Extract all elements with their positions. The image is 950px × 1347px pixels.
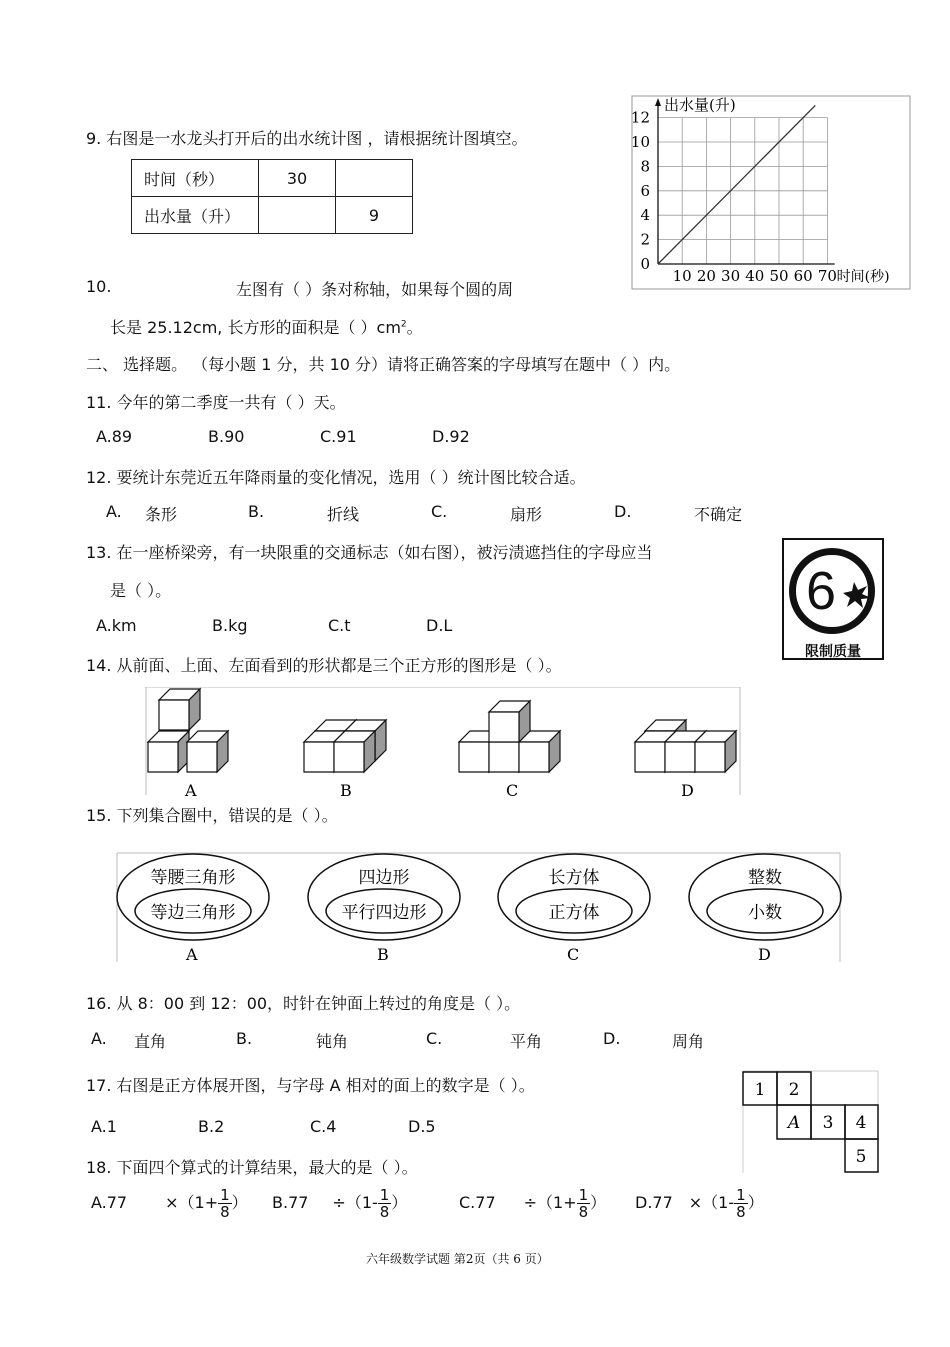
y-axis-arrow (655, 98, 661, 106)
x-tick-label: 70 (817, 267, 837, 285)
fraction (734, 1187, 748, 1220)
sign-caption: 限制质量 (805, 644, 861, 660)
y-axis-label: 出水量(升) (664, 96, 736, 114)
x-axis-label: 时间(秒) (836, 269, 890, 285)
option: C.91 (320, 427, 357, 446)
set-outer-label: 等腰三角形 (150, 868, 236, 888)
chart-frame (632, 96, 910, 289)
table-cell: 时间（秒） (132, 160, 259, 197)
x-tick-label: 20 (696, 267, 716, 285)
set-diagram-b (308, 854, 460, 964)
figure-label-a: A (185, 781, 197, 797)
cube-front-face (635, 742, 665, 772)
option-letter: A. (91, 1029, 107, 1048)
set-outer-label: 四边形 (358, 868, 410, 888)
cube-figure-c (459, 701, 560, 772)
set-outer-label: 长方体 (548, 868, 600, 888)
x-tick-label: 30 (721, 267, 741, 285)
cube-front-face (187, 742, 217, 772)
set-letter: D (758, 945, 771, 964)
option: 扇形 (510, 505, 543, 524)
net-face: 1 (754, 1080, 766, 1100)
water-chart (630, 94, 912, 292)
q10-text-line1: 左图有（ ）条对称轴，如果每个圆的周 (236, 280, 514, 299)
cube-front-face (665, 742, 695, 772)
y-tick-label: 2 (640, 230, 650, 249)
set-diagram-a (117, 854, 269, 964)
set-outer-label: 整数 (748, 868, 782, 888)
x-tick-label: 40 (745, 267, 765, 285)
q17-text: 17. 右图是正方体展开图，与字母 A 相对的面上的数字是（ ）。 (86, 1076, 535, 1095)
table-cell: 30 (259, 160, 336, 197)
table-row (132, 160, 413, 197)
net-face: 2 (788, 1080, 800, 1100)
option-letter: D. (603, 1029, 621, 1048)
q9-table (131, 159, 413, 234)
option-letter: B. (236, 1029, 253, 1048)
net-face: 5 (855, 1147, 867, 1167)
net-face: 4 (855, 1113, 867, 1133)
option: B.2 (198, 1117, 225, 1136)
set-inner-label: 平行四边形 (341, 903, 427, 923)
option: B.90 (208, 427, 245, 446)
option-close: ） (747, 1193, 764, 1212)
set-letter: C (567, 945, 580, 964)
option: D.L (426, 616, 453, 635)
q10-text-line2 (110, 315, 423, 338)
y-tick-label: 10 (630, 133, 650, 151)
option-letter: C. (431, 502, 448, 521)
option: A.1 (91, 1117, 117, 1136)
q15-text: 15. 下列集合圈中，错误的是（ ）。 (86, 806, 338, 825)
sign-number: 6 (806, 561, 837, 621)
fraction-denominator: 8 (736, 1203, 746, 1221)
cube-figure-a (148, 689, 228, 772)
option: 周角 (672, 1032, 705, 1051)
option: B.kg (212, 616, 248, 635)
q18-option-a (91, 1187, 248, 1220)
option: 条形 (145, 505, 178, 524)
option: 不确定 (694, 505, 743, 524)
cube-front-face (159, 700, 189, 730)
x-tick-label: 60 (793, 267, 813, 285)
cube-net (740, 1069, 880, 1175)
option: D.5 (408, 1117, 436, 1136)
cube-front-face (459, 742, 489, 772)
table-cell (259, 197, 336, 234)
fraction-denominator: 8 (220, 1203, 230, 1221)
q13-text-line1: 13. 在一座桥梁旁，有一块限重的交通标志（如右图），被污渍遮挡住的字母应当 (86, 543, 653, 562)
option: C.4 (310, 1117, 337, 1136)
option: 折线 (327, 505, 360, 524)
option-letter: C. (426, 1029, 443, 1048)
figure-label-b: B (340, 781, 352, 797)
q9-text: 9. 右图是一水龙头打开后的出水统计图 ，请根据统计图填空。 (86, 129, 528, 148)
q18-text: 18. 下面四个算式的计算结果，最大的是（ ）。 (86, 1158, 418, 1177)
cube-figure-b (304, 720, 386, 772)
q13-text-line2: 是（ ）。 (110, 581, 172, 600)
set-inner-label: 小数 (748, 903, 782, 923)
option: 直角 (134, 1032, 167, 1051)
option-letter: A. (106, 502, 122, 521)
cube-front-face (489, 742, 519, 772)
fraction-numerator: 1 (379, 1186, 390, 1204)
q10-text: 长是 25.12cm, 长方形的面积是（ ）cm (110, 318, 401, 337)
option-close: ） (590, 1193, 607, 1212)
y-tick-label: 0 (640, 255, 650, 273)
cube-front-face (334, 742, 364, 772)
cube-front-face (148, 742, 178, 772)
option: 钝角 (316, 1032, 349, 1051)
q10-number: 10. (86, 277, 112, 296)
set-diagram-c (498, 854, 650, 964)
option-letter: B. (248, 502, 265, 521)
page-footer: 六年级数学试题 第2页（共 6 页） (366, 1252, 549, 1266)
option-label: B.77 (272, 1193, 309, 1212)
q18-option-c (459, 1187, 606, 1220)
cube-figures (145, 687, 745, 797)
q12-text: 12. 要统计东莞近五年降雨量的变化情况，选用（ ）统计图比较合适。 (86, 468, 586, 487)
section-heading: 二、 选择题。 （每小题 1 分，共 10 分）请将正确答案的字母填写在题中（ ）内。 (86, 355, 681, 374)
cube-front-face (519, 742, 549, 772)
set-diagram-d (689, 854, 841, 964)
q10-sup: 2 (400, 319, 407, 330)
fraction-denominator: 8 (578, 1203, 589, 1221)
option: D.92 (432, 427, 470, 446)
y-tick-label: 12 (630, 108, 650, 127)
option: A.89 (96, 427, 133, 446)
option-operator: ×（1- (688, 1193, 735, 1212)
x-tick-label: 10 (672, 267, 692, 285)
fraction (218, 1187, 232, 1220)
fraction-numerator: 1 (578, 1186, 589, 1204)
option-operator: ÷（1+ (523, 1193, 577, 1212)
option-operator: ×（1+ (165, 1193, 219, 1212)
table-cell (336, 160, 413, 197)
series-line (658, 105, 815, 264)
option-operator: ÷（1- (332, 1193, 378, 1212)
set-letter: A (186, 945, 198, 964)
option: A.km (96, 616, 137, 635)
fraction-numerator: 1 (220, 1186, 230, 1204)
table-cell: 出水量（升） (132, 197, 259, 234)
y-tick-label: 6 (640, 181, 650, 200)
net-face: 3 (822, 1113, 834, 1133)
cube-front-face (695, 742, 725, 772)
weight-limit-sign (782, 538, 884, 660)
option-letter: D. (614, 502, 632, 521)
set-inner-label: 等边三角形 (150, 903, 236, 923)
cube-front-face (304, 742, 334, 772)
fraction (378, 1187, 392, 1220)
fraction-numerator: 1 (736, 1186, 746, 1204)
option-label: C.77 (459, 1193, 496, 1212)
y-tick-label: 8 (640, 157, 650, 176)
option-close: ） (391, 1193, 408, 1212)
fraction-denominator: 8 (379, 1203, 390, 1221)
cube-front-face (489, 712, 519, 742)
q16-text: 16. 从 8：00 到 12：00，时针在钟面上转过的角度是（ ）。 (86, 994, 521, 1013)
cube-figure-d (635, 720, 736, 772)
q11-text: 11. 今年的第二季度一共有（ ）天。 (86, 393, 346, 412)
figure-label-d: D (681, 781, 694, 797)
net-face: A (787, 1113, 801, 1133)
set-diagrams (116, 852, 842, 967)
option: 平角 (510, 1032, 543, 1051)
option-label: A.77 (91, 1193, 128, 1212)
table-row (132, 197, 413, 234)
option: C.t (328, 616, 351, 635)
q18-option-b (272, 1187, 407, 1220)
q18-option-d (635, 1187, 764, 1220)
y-tick-label: 4 (640, 206, 650, 225)
x-tick-label: 50 (769, 267, 789, 285)
stain-icon (842, 580, 872, 610)
q10-end: 。 (406, 318, 423, 337)
set-letter: B (377, 945, 389, 964)
fraction (577, 1187, 591, 1220)
q14-text: 14. 从前面、上面、左面看到的形状都是三个正方形的图形是（ ）。 (86, 656, 562, 675)
figure-label-c: C (506, 781, 519, 797)
table-cell: 9 (336, 197, 413, 234)
option-label: D.77 (635, 1193, 673, 1212)
set-inner-label: 正方体 (548, 903, 600, 923)
option-close: ） (231, 1193, 248, 1212)
